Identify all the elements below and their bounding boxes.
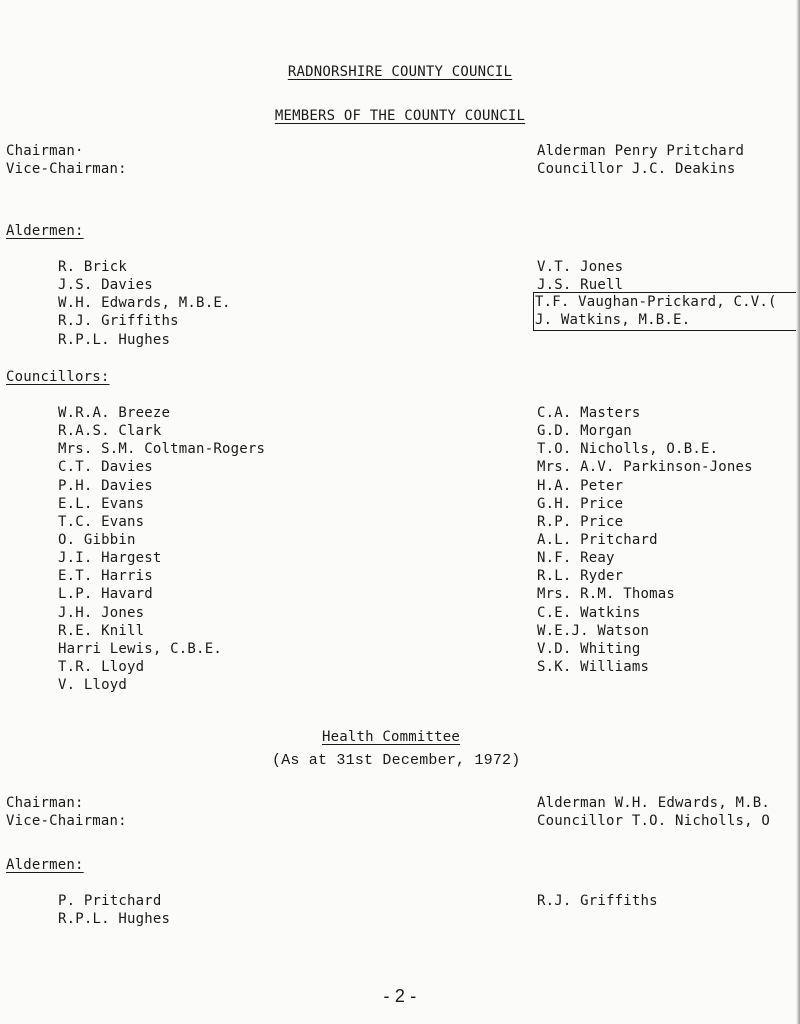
list-item: R.A.S. Clark	[58, 423, 162, 440]
council-councillors-left-list	[58, 404, 265, 694]
list-item: R.L. Ryder	[537, 568, 624, 585]
list-item: J. Watkins, M.B.E.	[535, 312, 691, 329]
list-item: V. Lloyd	[58, 677, 128, 694]
list-item: O. Gibbin	[58, 531, 136, 548]
list-item: Mrs. R.M. Thomas	[537, 586, 676, 603]
council-aldermen-left-list	[58, 258, 231, 349]
list-item: E.L. Evans	[58, 495, 145, 512]
council-councillors-heading: Councillors:	[6, 369, 110, 385]
council-councillors-right-list	[537, 404, 753, 676]
list-item: A.L. Pritchard	[537, 531, 658, 548]
document-subtitle: MEMBERS OF THE COUNTY COUNCIL	[274, 108, 526, 124]
page-number: - 2 -	[383, 986, 417, 1006]
list-item: W.H. Edwards, M.B.E.	[58, 295, 231, 312]
page-edge-shadow	[796, 0, 800, 1024]
council-aldermen-right-list	[537, 258, 623, 294]
list-item: Mrs. S.M. Coltman-Rogers	[58, 441, 266, 458]
list-item: W.E.J. Watson	[537, 622, 650, 639]
health-committee-heading: Health Committee	[322, 729, 461, 745]
list-item: V.T. Jones	[537, 259, 624, 275]
list-item: J.S. Ruell	[537, 277, 624, 294]
list-item: P. Pritchard	[58, 893, 162, 909]
list-item: Mrs. A.V. Parkinson-Jones	[537, 459, 753, 476]
list-item: J.S. Davies	[58, 277, 153, 294]
council-chairman-value: Alderman Penry Pritchard	[537, 143, 745, 159]
list-item: H.A. Peter	[537, 477, 624, 494]
document-title: RADNORSHIRE COUNTY COUNCIL	[287, 64, 513, 80]
health-committee-date: (As at 31st December, 1972)	[272, 752, 521, 769]
health-aldermen-heading: Aldermen:	[6, 857, 84, 873]
list-item: L.P. Havard	[58, 586, 153, 603]
list-item: G.D. Morgan	[537, 423, 632, 440]
list-item: R.P.L. Hughes	[58, 911, 171, 928]
council-vice-chairman-value: Councillor J.C. Deakins	[537, 161, 736, 177]
council-chairman-label: Chairman·	[6, 143, 84, 159]
list-item: V.D. Whiting	[537, 640, 641, 657]
list-item: J.I. Hargest	[58, 550, 162, 567]
health-aldermen-right-list	[537, 892, 658, 910]
list-item: T.F. Vaughan-Prickard, C.V.(	[535, 294, 777, 310]
list-item: N.F. Reay	[537, 550, 615, 567]
list-item: R.J. Griffiths	[537, 893, 658, 909]
council-aldermen-heading: Aldermen:	[6, 223, 84, 239]
list-item: R.P.L. Hughes	[58, 331, 171, 348]
list-item: Harri Lewis, C.B.E.	[58, 640, 222, 657]
list-item: P.H. Davies	[58, 477, 153, 494]
list-item: G.H. Price	[537, 495, 624, 512]
list-item: R.P. Price	[537, 513, 624, 530]
list-item: C.A. Masters	[537, 405, 641, 421]
list-item: C.T. Davies	[58, 459, 153, 476]
council-vice-chairman-label: Vice-Chairman:	[6, 161, 127, 177]
list-item: E.T. Harris	[58, 568, 153, 585]
health-vice-chairman-label: Vice-Chairman:	[6, 813, 127, 829]
health-aldermen-left-list	[58, 892, 170, 928]
list-item: T.O. Nicholls, O.B.E.	[537, 441, 719, 458]
list-item: C.E. Watkins	[537, 604, 641, 621]
council-aldermen-boxed-entries	[533, 292, 799, 331]
list-item: R.J. Griffiths	[58, 313, 179, 330]
list-item: R. Brick	[58, 259, 128, 275]
list-item: T.C. Evans	[58, 513, 145, 530]
health-vice-chairman-value: Councillor T.O. Nicholls, O	[537, 813, 770, 829]
list-item: R.E. Knill	[58, 622, 145, 639]
list-item: W.R.A. Breeze	[58, 405, 171, 421]
health-chairman-label: Chairman:	[6, 795, 84, 811]
list-item: T.R. Lloyd	[58, 658, 145, 675]
health-chairman-value: Alderman W.H. Edwards, M.B.	[537, 795, 770, 811]
list-item: J.H. Jones	[58, 604, 145, 621]
list-item: S.K. Williams	[537, 658, 650, 675]
